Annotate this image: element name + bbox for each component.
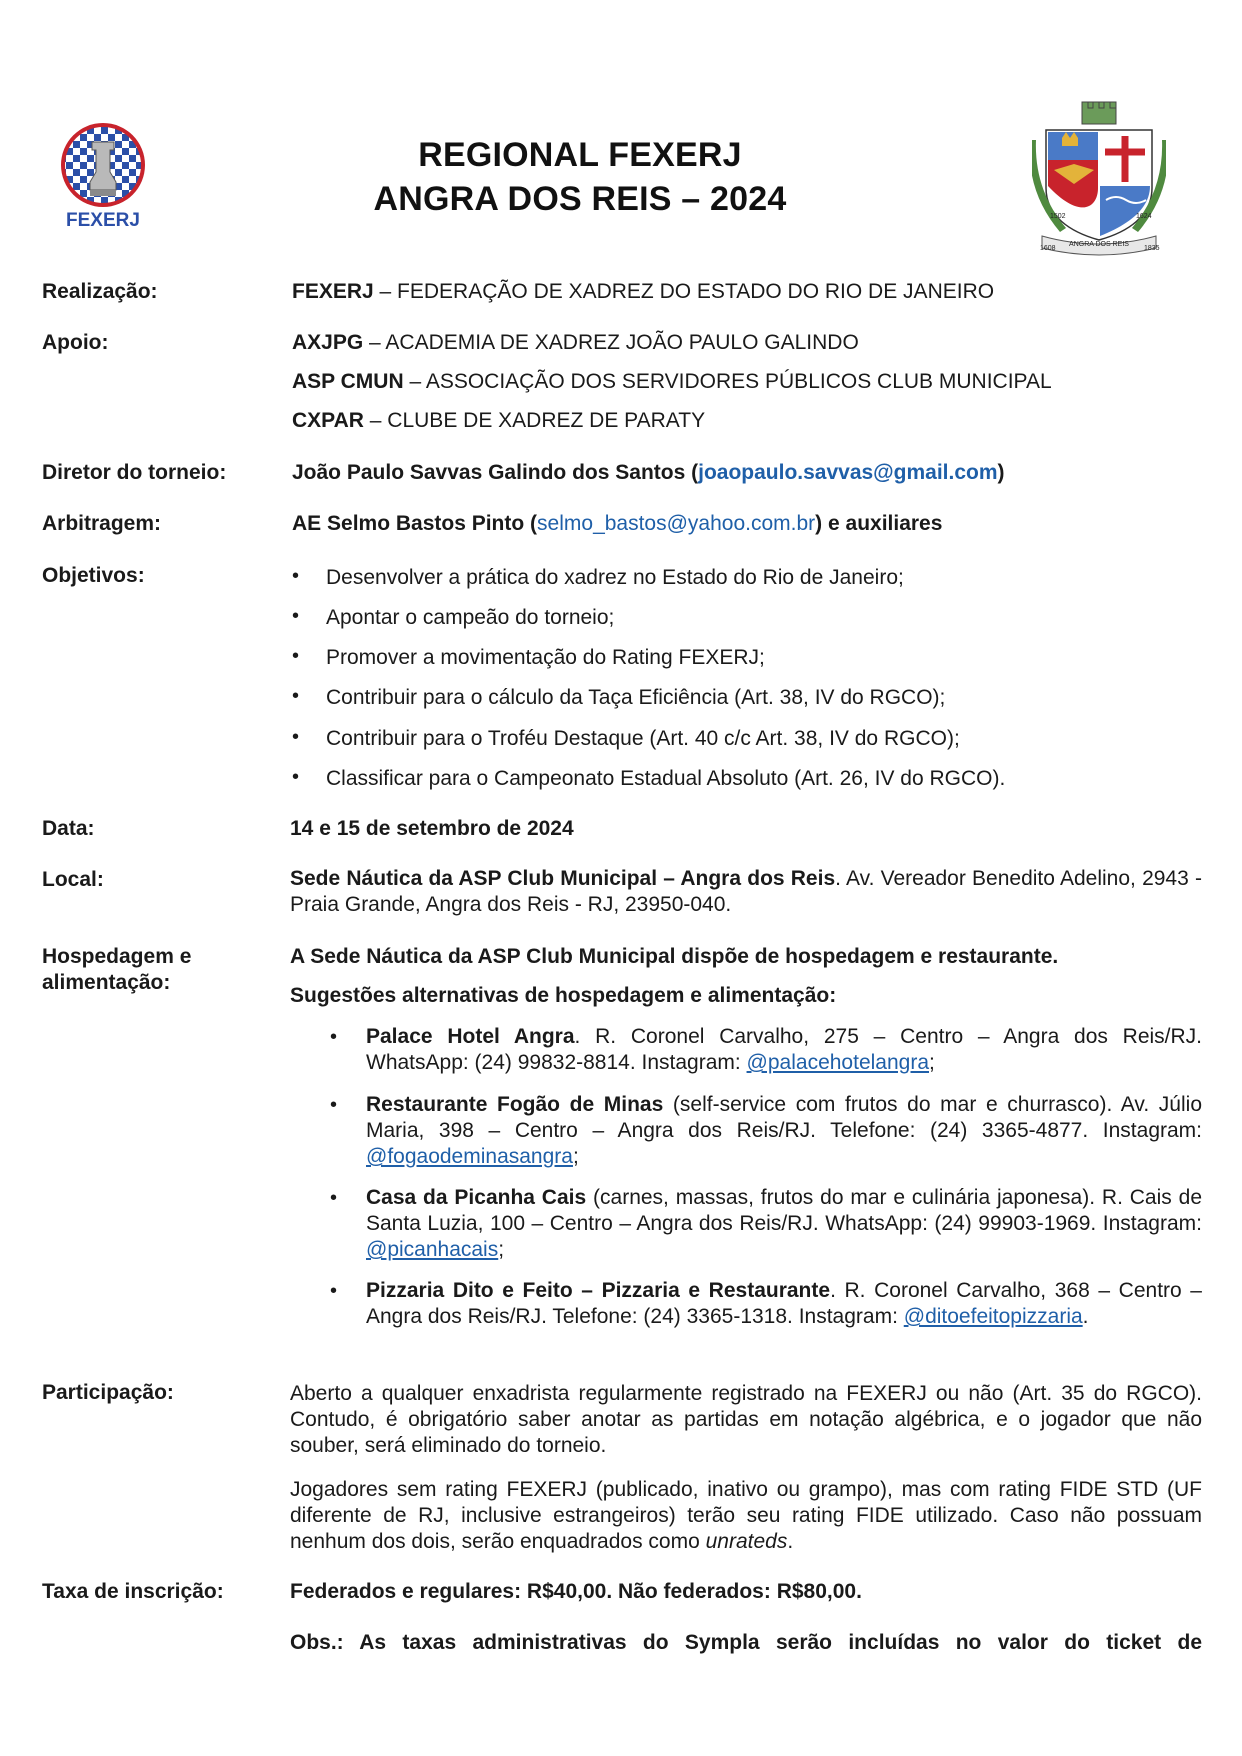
hospedagem-sugestoes: Sugestões alternativas de hospedagem e alimentação:: [290, 984, 837, 1007]
bullet: •: [292, 565, 300, 587]
taxa-obs: Obs.: As taxas administrativas do Sympla serão incluídas no valor do ticket de: [290, 1631, 1202, 1654]
bullet: •: [292, 685, 300, 707]
participacao-p1: Aberto a qualquer enxadrista regularmente registrado na FEXERJ ou não (Art. 35 do RGCO). Contudo, é obrigatório saber anotar as partidas em notação algébrica, e o jogador que não souber, será eliminado do torneio.: [290, 1382, 1202, 1457]
sugestao-item: [366, 1185, 1202, 1263]
hospedagem-label-2: alimentação:: [42, 971, 171, 994]
sugestao-end: ;: [498, 1238, 505, 1261]
bullet: •: [292, 766, 300, 788]
objetivo-item: Contribuir para o Troféu Destaque (Art. 40 c/c Art. 38, IV do RGCO);: [326, 727, 960, 750]
apoio-item: [292, 370, 1052, 394]
apoio-desc: – ACADEMIA DE XADREZ JOÃO PAULO GALINDO: [363, 331, 859, 354]
apoio-org: AXJPG: [292, 331, 364, 354]
angra-dos-reis-crest: [1032, 100, 1166, 256]
arbitragem-label: Arbitragem:: [42, 512, 162, 535]
participacao-p2-text: Jogadores sem rating FEXERJ (publicado, inativo ou grampo), mas com rating FIDE STD (UF diferente de RJ, inclusive estrangeiros) terão seu rating FIDE utilizado. Caso não possuam nenhum dos dois, serão enquadrados como: [290, 1478, 1202, 1553]
page-title: REGIONAL FEXERJ: [418, 136, 742, 174]
diretor-email-link[interactable]: joaopaulo.savvas@gmail.com: [698, 461, 998, 484]
sugestao-name: Casa da Picanha Cais: [366, 1186, 587, 1209]
apoio-desc: – CLUBE DE XADREZ DE PARATY: [363, 409, 706, 432]
objetivos-label: Objetivos:: [42, 564, 145, 587]
local-label: Local:: [42, 868, 104, 891]
apoio-org: ASP CMUN: [292, 370, 404, 393]
participacao-p2-end: .: [787, 1530, 794, 1553]
arbitragem-email-link[interactable]: selmo_bastos@yahoo.com.br: [537, 512, 816, 535]
apoio-desc: – ASSOCIAÇÃO DOS SERVIDORES PÚBLICOS CLUB MUNICIPAL: [403, 370, 1052, 393]
objetivo-item: Classificar para o Campeonato Estadual Absoluto (Art. 26, IV do RGCO).: [326, 767, 1006, 790]
sugestao-text: . R. Coronel Carvalho, 275 – Centro – Angra dos Reis/RJ. WhatsApp: (24) 99832-8814. Instagram:: [366, 1025, 1202, 1074]
diretor-name: João Paulo Savvas Galindo dos Santos (: [292, 461, 699, 484]
realizacao-desc: – FEDERAÇÃO DE XADREZ DO ESTADO DO RIO DE JANEIRO: [373, 280, 995, 303]
svg-text:1502: 1502: [1050, 213, 1066, 220]
objetivo-item: Contribuir para o cálculo da Taça Eficiência (Art. 38, IV do RGCO);: [326, 686, 946, 709]
diretor-label: Diretor do torneio:: [42, 461, 227, 484]
bullet: •: [330, 1280, 338, 1302]
sugestao-text: (self-service com frutos do mar e churrasco). Av. Júlio Maria, 398 – Centro – Angra dos Reis/RJ. Telefone: (24) 3365-4877. Instagram:: [366, 1093, 1202, 1142]
bullet: •: [292, 605, 300, 627]
bullet: •: [330, 1094, 338, 1116]
instagram-link[interactable]: @fogaodeminasangra: [366, 1145, 573, 1168]
arbitragem-close: ) e auxiliares: [815, 512, 943, 535]
bullet: •: [292, 645, 300, 667]
svg-text:1624: 1624: [1136, 213, 1152, 220]
diretor-close: ): [997, 461, 1005, 484]
data-value: 14 e 15 de setembro de 2024: [290, 817, 574, 840]
sugestao-end: ;: [929, 1051, 935, 1074]
realizacao-value: [292, 280, 994, 304]
bullet: •: [292, 726, 300, 748]
taxa-label: Taxa de inscrição:: [42, 1580, 224, 1603]
participacao-label: Participação:: [42, 1381, 174, 1404]
realizacao-label: Realização:: [42, 280, 158, 303]
hospedagem-intro: A Sede Náutica da ASP Club Municipal dispõe de hospedagem e restaurante.: [290, 945, 1059, 968]
svg-text:1835: 1835: [1144, 245, 1160, 252]
hospedagem-label: Hospedagem e: [42, 945, 192, 968]
fexerj-logo: [52, 120, 154, 232]
local-value: [290, 866, 1202, 918]
taxa-value: Federados e regulares: R$40,00. Não federados: R$80,00.: [290, 1580, 862, 1603]
local-address: . Av. Vereador Benedito Adelino, 2943 - Praia Grande, Angra dos Reis - RJ, 23950-040.: [290, 867, 1202, 916]
participacao-p2-italic: unrateds: [705, 1530, 788, 1553]
svg-text:ANGRA DOS REIS: ANGRA DOS REIS: [1069, 241, 1129, 248]
realizacao-org: FEXERJ: [292, 280, 374, 303]
apoio-item: [292, 409, 705, 433]
svg-text:FEXERJ: FEXERJ: [66, 210, 140, 231]
svg-text:1608: 1608: [1040, 245, 1056, 252]
data-label: Data:: [42, 817, 95, 840]
instagram-link[interactable]: @picanhacais: [366, 1238, 499, 1261]
diretor-value: [292, 461, 1005, 485]
arbitragem-value: [292, 512, 942, 536]
page-subtitle: ANGRA DOS REIS – 2024: [373, 180, 787, 218]
bullet: •: [330, 1026, 338, 1048]
sugestao-text: (carnes, massas, frutos do mar e culinária japonesa). R. Cais de Santa Luzia, 100 – Centro – Angra dos Reis/RJ. WhatsApp: (24) 99903-1969. Instagram:: [366, 1186, 1202, 1235]
sugestao-name: Pizzaria Dito e Feito – Pizzaria e Restaurante: [366, 1279, 831, 1302]
apoio-item: [292, 331, 859, 355]
sugestao-name: Restaurante Fogão de Minas: [366, 1093, 664, 1116]
arbitragem-name: AE Selmo Bastos Pinto (: [292, 512, 538, 535]
local-venue: Sede Náutica da ASP Club Municipal – Angra dos Reis: [290, 867, 836, 890]
sugestao-item: [366, 1024, 1202, 1076]
sugestao-item: [366, 1278, 1202, 1330]
bullet: •: [330, 1187, 338, 1209]
objetivo-item: Desenvolver a prática do xadrez no Estado do Rio de Janeiro;: [326, 566, 904, 589]
participacao-p2: [290, 1477, 1202, 1555]
apoio-org: CXPAR: [292, 409, 364, 432]
instagram-link[interactable]: @ditoefeitopizzaria: [903, 1305, 1083, 1328]
apoio-label: Apoio:: [42, 331, 109, 354]
objetivo-item: Apontar o campeão do torneio;: [326, 606, 615, 629]
sugestao-end: .: [1082, 1305, 1089, 1328]
sugestao-name: Palace Hotel Angra: [366, 1025, 575, 1048]
sugestao-end: ;: [572, 1145, 579, 1168]
sugestao-text: . R. Coronel Carvalho, 368 – Centro – Angra dos Reis/RJ. Telefone: (24) 3365-1318. Instagram:: [366, 1279, 1202, 1328]
instagram-link[interactable]: @palacehotelangra: [746, 1051, 929, 1074]
objetivo-item: Promover a movimentação do Rating FEXERJ;: [326, 646, 765, 669]
sugestao-item: [366, 1092, 1202, 1170]
